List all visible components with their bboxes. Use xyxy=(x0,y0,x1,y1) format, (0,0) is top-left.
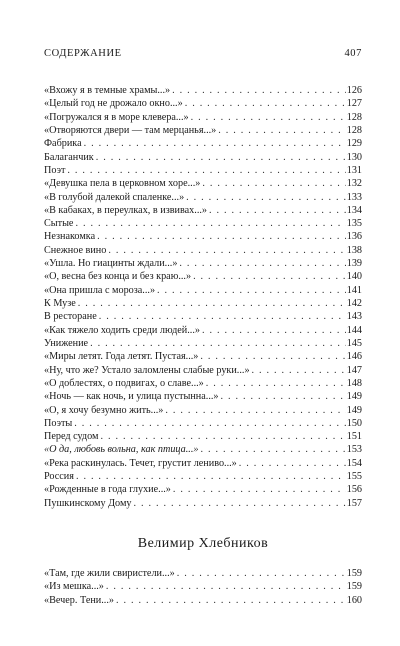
toc-entry-page: 141 xyxy=(346,284,362,296)
section-title: СОДЕРЖАНИЕ xyxy=(44,48,122,59)
toc-entry-title: «Целый год не дрожало окно...» xyxy=(44,98,183,110)
toc-entry-page: 143 xyxy=(346,311,362,323)
toc-entry xyxy=(44,164,362,177)
toc-entry xyxy=(44,580,362,593)
toc-leader-dots xyxy=(106,580,346,593)
toc-entry-page: 159 xyxy=(346,568,362,579)
toc-leader-dots xyxy=(200,443,345,456)
toc-leader-dots xyxy=(165,404,345,417)
toc-entry-page: 154 xyxy=(346,457,362,469)
toc-entry-page: 131 xyxy=(346,164,362,176)
toc-entry xyxy=(44,297,362,310)
toc-entry-page: 130 xyxy=(346,151,362,163)
toc-leader-dots xyxy=(108,244,345,257)
toc-entry xyxy=(44,270,362,283)
toc-entry-page: 146 xyxy=(346,351,362,363)
toc-entry-page: 133 xyxy=(346,191,362,203)
toc-entry-title: Балаганчик xyxy=(44,151,94,163)
toc-entry-title: «Как тяжело ходить среди людей...» xyxy=(44,324,200,336)
toc-entry xyxy=(44,97,362,110)
toc-entry-page: 160 xyxy=(346,594,362,606)
running-head xyxy=(44,48,362,59)
toc-entry-title: Поэты xyxy=(44,417,73,429)
toc-entry-title: «Вхожу я в темные храмы...» xyxy=(44,85,171,96)
toc-entry-page: 151 xyxy=(346,431,362,443)
toc-entry-page: 128 xyxy=(346,111,362,123)
toc-entry xyxy=(44,457,362,470)
toc-leader-dots xyxy=(202,177,345,190)
toc-entry-page: 139 xyxy=(346,258,362,270)
toc-leader-dots xyxy=(157,284,346,297)
toc-entry-title: Незнакомка xyxy=(44,231,96,243)
toc-entry xyxy=(44,430,362,443)
toc-entry-title: Перед судом xyxy=(44,431,99,443)
toc-entry xyxy=(44,284,362,297)
toc-entry-page: 128 xyxy=(346,124,362,136)
toc-entry xyxy=(44,337,362,350)
toc-entry xyxy=(44,324,362,337)
toc-entry xyxy=(44,594,362,607)
toc-entry-title: «Погружался я в море клевера...» xyxy=(44,111,189,123)
toc-entry xyxy=(44,151,362,164)
toc-entry-title: «Отворяются двери — там мерцанья...» xyxy=(44,124,217,136)
toc-leader-dots xyxy=(96,151,346,164)
toc-leader-dots xyxy=(99,310,346,323)
toc-leader-dots xyxy=(116,594,346,607)
toc-entry-title: «О, весна без конца и без краю...» xyxy=(44,271,192,283)
toc-entry-page: 126 xyxy=(346,85,362,96)
toc-entry xyxy=(44,377,362,390)
toc-entry-title: Фабрика xyxy=(44,138,82,150)
toc-entry-title: Снежное вино xyxy=(44,244,107,256)
toc-entry-page: 147 xyxy=(346,364,362,376)
toc-entry xyxy=(44,84,362,97)
toc-entry-page: 150 xyxy=(346,417,362,429)
toc-entry-title: К Музе xyxy=(44,298,76,309)
toc-entry-page: 127 xyxy=(346,98,362,110)
toc-entry xyxy=(44,364,362,377)
toc-entry-page: 156 xyxy=(346,484,362,496)
toc-entry xyxy=(44,177,362,190)
toc-entry-page: 149 xyxy=(346,391,362,403)
toc-entry xyxy=(44,310,362,323)
toc-entry xyxy=(44,443,362,456)
toc-entry-page: 157 xyxy=(346,497,362,509)
toc-entry-page: 142 xyxy=(346,298,362,309)
toc-entry-title: «Вечер. Тени...» xyxy=(44,594,114,606)
toc-leader-dots xyxy=(173,483,346,496)
toc-leader-dots xyxy=(209,204,346,217)
toc-entry-title: Россия xyxy=(44,471,74,483)
toc-leader-dots xyxy=(78,297,346,310)
toc-entry xyxy=(44,417,362,430)
toc-leader-dots xyxy=(75,217,345,230)
toc-entry-title: «Из мешка...» xyxy=(44,581,104,593)
toc-leader-dots xyxy=(177,567,346,580)
toc-entry-page: 148 xyxy=(346,377,362,389)
toc-leader-dots xyxy=(186,191,346,204)
toc-entry xyxy=(44,390,362,403)
toc-entry-title: «Ну, что же? Устало заломлены слабые руки...» xyxy=(44,364,250,376)
toc-leader-dots xyxy=(84,137,346,150)
toc-leader-dots xyxy=(133,497,345,510)
toc-entry-page: 153 xyxy=(346,444,362,456)
toc-leader-dots xyxy=(239,457,346,470)
toc-entry-title: «Миры летят. Года летят. Пустая...» xyxy=(44,351,199,363)
toc-leader-dots xyxy=(221,390,346,403)
toc-entry-title: «О, я хочу безумно жить...» xyxy=(44,404,164,416)
toc-entry-title: «Рожденные в года глухие...» xyxy=(44,484,171,496)
toc-entry-title: «Там, где жили свиристели...» xyxy=(44,568,175,579)
toc-leader-dots xyxy=(202,324,346,337)
toc-leader-dots xyxy=(218,124,345,137)
toc-entry-title: Пушкинскому Дому xyxy=(44,497,132,509)
toc-entry-title: Поэт xyxy=(44,164,66,176)
toc-leader-dots xyxy=(76,470,346,483)
toc-leader-dots xyxy=(97,230,346,243)
toc-entry-page: 159 xyxy=(346,581,362,593)
toc-entry-page: 134 xyxy=(346,204,362,216)
toc-entry-title: «В голубой далекой спаленке...» xyxy=(44,191,185,203)
toc-entry-page: 140 xyxy=(346,271,362,283)
toc-entry xyxy=(44,497,362,510)
toc-entry-title: Унижение xyxy=(44,337,89,349)
toc-leader-dots xyxy=(193,270,346,283)
toc-entry-title: Сытые xyxy=(44,218,74,230)
toc-leader-dots xyxy=(185,97,346,110)
toc-entry-title: «Она пришла с мороза...» xyxy=(44,284,156,296)
toc-leader-dots xyxy=(191,111,346,124)
toc-entry xyxy=(44,483,362,496)
toc-entry xyxy=(44,204,362,217)
page xyxy=(44,48,362,607)
toc-entry-page: 129 xyxy=(346,138,362,150)
toc-leader-dots xyxy=(172,84,346,97)
toc-entry-title: «О да, любовь вольна, как птица...» xyxy=(44,444,199,456)
toc-entry-title: «О доблестях, о подвигах, о славе...» xyxy=(44,377,204,389)
toc-leader-dots xyxy=(200,350,345,363)
toc-entry-page: 132 xyxy=(346,178,362,190)
toc-list xyxy=(44,84,362,510)
toc-entry xyxy=(44,124,362,137)
toc-entry-page: 138 xyxy=(346,244,362,256)
toc-entry xyxy=(44,470,362,483)
toc-entry-page: 135 xyxy=(346,218,362,230)
toc-entry xyxy=(44,191,362,204)
toc-leader-dots xyxy=(206,377,346,390)
toc-entry-page: 144 xyxy=(346,324,362,336)
toc-leader-dots xyxy=(179,257,345,270)
page-number: 407 xyxy=(344,48,362,59)
toc-list-khlebnikov xyxy=(44,567,362,607)
toc-leader-dots xyxy=(252,364,346,377)
toc-entry xyxy=(44,567,362,580)
toc-entry-title: «Девушка пела в церковном хоре...» xyxy=(44,178,201,190)
toc-entry xyxy=(44,230,362,243)
toc-entry-page: 145 xyxy=(346,337,362,349)
toc-entry xyxy=(44,257,362,270)
toc-leader-dots xyxy=(74,417,345,430)
toc-entry xyxy=(44,217,362,230)
toc-entry-page: 136 xyxy=(346,231,362,243)
toc-entry xyxy=(44,404,362,417)
toc-entry-title: «Ночь — как ночь, и улица пустынна...» xyxy=(44,391,219,403)
toc-leader-dots xyxy=(90,337,346,350)
toc-entry-title: «Река раскинулась. Течет, грустит лениво...» xyxy=(44,457,237,469)
toc-entry xyxy=(44,137,362,150)
toc-entry-title: В ресторане xyxy=(44,311,97,323)
author-heading: Велимир Хлебников xyxy=(137,536,269,551)
toc-entry-page: 149 xyxy=(346,404,362,416)
toc-entry-title: «В кабаках, в переулках, в извивах...» xyxy=(44,204,208,216)
toc-entry-page: 155 xyxy=(346,471,362,483)
toc-entry xyxy=(44,111,362,124)
toc-leader-dots xyxy=(100,430,345,443)
toc-leader-dots xyxy=(67,164,345,177)
toc-entry xyxy=(44,244,362,257)
toc-entry xyxy=(44,350,362,363)
toc-entry-title: «Ушла. Но гиацинты ждали...» xyxy=(44,258,178,270)
